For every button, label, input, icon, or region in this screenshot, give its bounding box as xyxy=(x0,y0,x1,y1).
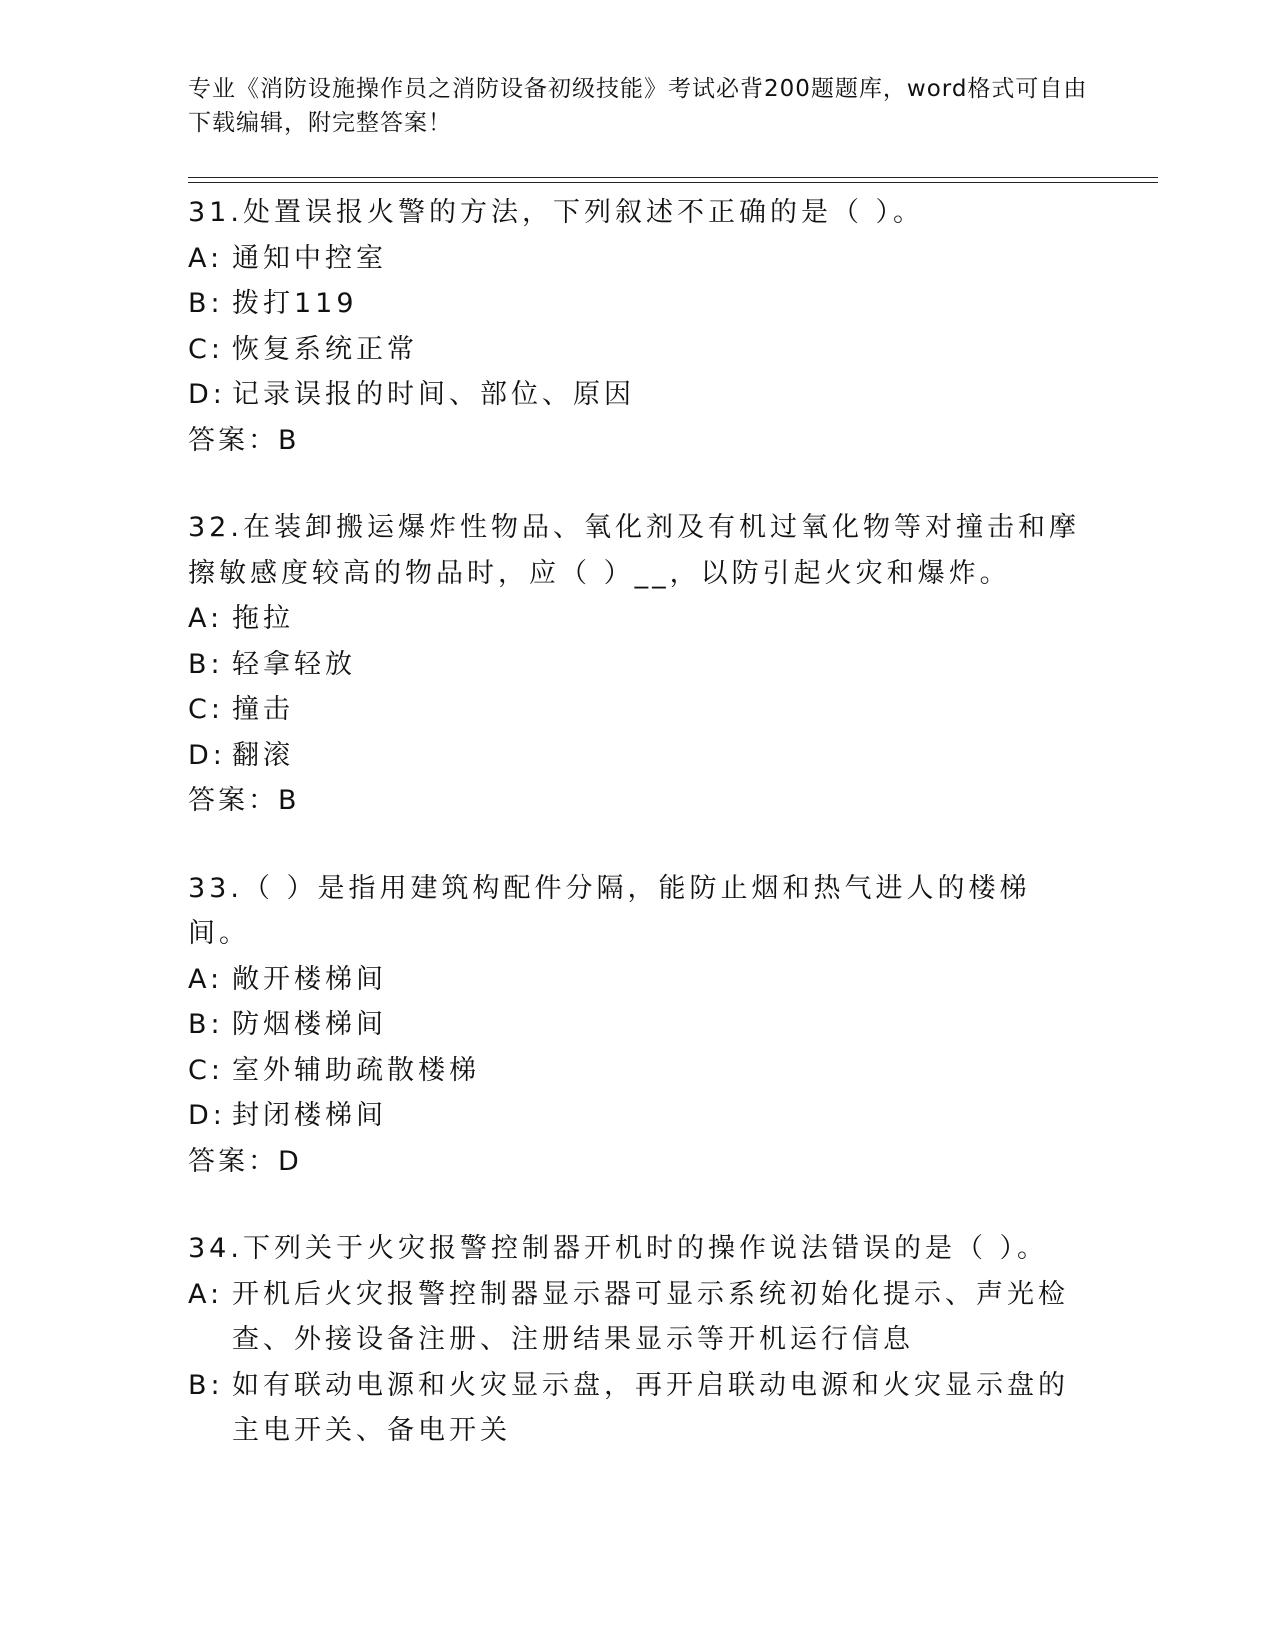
answer: 答案：B xyxy=(188,785,300,816)
answer: 答案：D xyxy=(188,1145,302,1177)
option-d xyxy=(188,372,1088,418)
option-text: 如有联动电源和火灾显示盘，再开启联动电源和火灾显示盘的主电开关、备电开关 xyxy=(232,1369,1069,1446)
option-b xyxy=(188,642,1088,688)
option-text: 拖拉 xyxy=(232,603,294,634)
option-a xyxy=(188,1272,1088,1363)
option-key: C: xyxy=(188,694,224,725)
option-text: 室外辅助疏散楼梯 xyxy=(232,1054,480,1086)
question-stem: 32.在装卸搬运爆炸性物品、氧化剂及有机过氧化物等对撞击和摩擦敏感度较高的物品时，应（ ）__，以防引起火灾和爆炸。 xyxy=(188,512,1080,589)
option-b xyxy=(188,1363,1088,1454)
question-stem: 34.下列关于火灾报警控制器开机时的操作说法错误的是（ ）。 xyxy=(188,1233,1049,1264)
document-header: 专业《消防设施操作员之消防设备初级技能》考试必背200题题库，word格式可自由下载编辑，附完整答案！ xyxy=(188,76,1088,136)
option-c xyxy=(188,1048,1088,1094)
option-key: B: xyxy=(188,1009,224,1040)
option-text: 封闭楼梯间 xyxy=(232,1100,387,1131)
option-key: A: xyxy=(188,963,224,995)
option-key: C: xyxy=(188,333,224,365)
option-text: 通知中控室 xyxy=(232,242,387,274)
option-b xyxy=(188,281,1088,327)
option-a xyxy=(188,957,1088,1003)
header-divider-top xyxy=(188,177,1158,178)
question-33 xyxy=(188,866,1088,1185)
question-stem: 33.（ ）是指用建筑构配件分隔，能防止烟和热气进人的楼梯间。 xyxy=(188,872,1031,949)
option-key: A: xyxy=(188,1278,224,1310)
option-key: D: xyxy=(188,379,226,410)
option-c xyxy=(188,327,1088,373)
option-text: 开机后火灾报警控制器显示器可显示系统初始化提示、声光检查、外接设备注册、注册结果显示等开机运行信息 xyxy=(232,1278,1069,1355)
option-text: 翻滚 xyxy=(232,739,294,771)
option-d xyxy=(188,1093,1088,1139)
option-text: 拨打119 xyxy=(232,288,358,319)
question-list xyxy=(188,190,1088,1496)
option-text: 撞击 xyxy=(232,694,294,725)
question-stem: 31.处置误报火警的方法，下列叙述不正确的是（ ）。 xyxy=(188,197,925,228)
option-text: 防烟楼梯间 xyxy=(232,1009,387,1040)
option-key: A: xyxy=(188,603,224,634)
option-a xyxy=(188,596,1088,642)
option-text: 记录误报的时间、部位、原因 xyxy=(232,379,635,410)
answer: 答案：B xyxy=(188,424,300,456)
option-key: C: xyxy=(188,1054,224,1086)
question-32 xyxy=(188,505,1088,824)
option-text: 轻拿轻放 xyxy=(232,648,356,680)
option-key: A: xyxy=(188,242,224,274)
option-c xyxy=(188,687,1088,733)
option-a xyxy=(188,236,1088,282)
option-d xyxy=(188,733,1088,779)
header-divider-bottom xyxy=(188,182,1158,183)
option-text: 恢复系统正常 xyxy=(232,333,418,365)
option-key: B: xyxy=(188,1369,224,1401)
question-34 xyxy=(188,1226,1088,1454)
question-31 xyxy=(188,190,1088,463)
option-key: D: xyxy=(188,739,226,771)
option-key: D: xyxy=(188,1100,226,1131)
option-key: B: xyxy=(188,648,224,680)
option-text: 敞开楼梯间 xyxy=(232,963,387,995)
option-b xyxy=(188,1002,1088,1048)
option-key: B: xyxy=(188,288,224,319)
